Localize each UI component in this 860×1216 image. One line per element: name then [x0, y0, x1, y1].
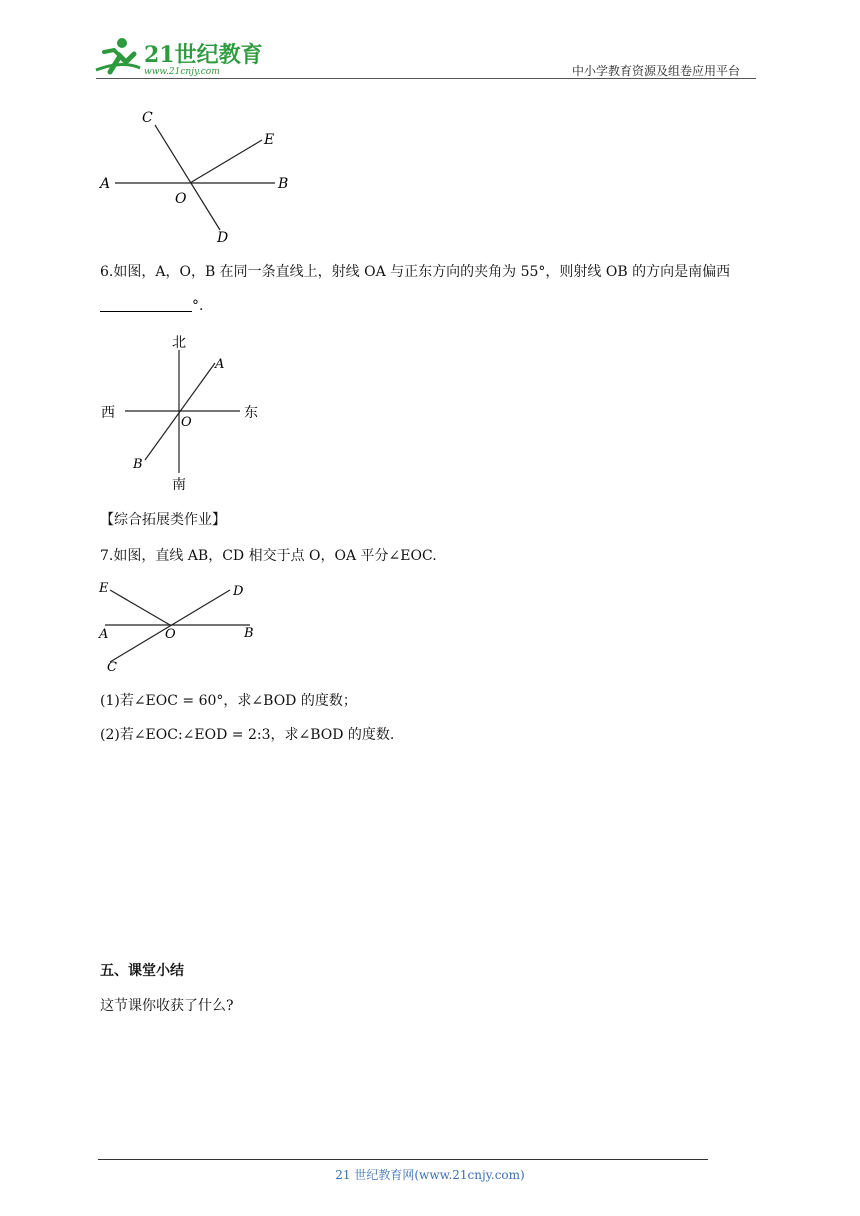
site-logo	[92, 34, 262, 78]
fig3-label-c: C	[107, 660, 117, 675]
runner-logo-icon	[92, 34, 262, 78]
fig3-label-d: D	[233, 584, 244, 599]
platform-name: 中小学教育资源及组卷应用平台	[572, 64, 741, 78]
fig2-label-b: B	[133, 457, 143, 472]
question-7-part-1: (1)若∠EOC = 60°，求∠BOD 的度数；	[100, 693, 357, 709]
logo-url: www.21cnjy.com	[144, 67, 220, 77]
fig3-label-b: B	[244, 626, 254, 641]
fig1-label-c: C	[142, 110, 153, 126]
figure-1-intersecting-lines	[90, 100, 310, 250]
q6-answer-blank[interactable]	[100, 297, 192, 312]
summary-title: 五、课堂小结	[100, 963, 184, 979]
fig2-label-west: 西	[101, 405, 115, 421]
figure-3-intersecting-lines	[95, 575, 270, 675]
fig2-label-north: 北	[172, 335, 186, 351]
fig1-label-a: A	[100, 176, 111, 192]
question-7-part-2: (2)若∠EOC:∠EOD = 2:3，求∠BOD 的度数.	[100, 727, 395, 743]
logo-text: 21世纪教育	[144, 42, 262, 68]
fig1-label-o: O	[175, 191, 187, 207]
figure-2-compass-rays	[95, 330, 275, 500]
q6-text: 6.如图，A，O，B 在同一条直线上，射线 OA 与正东方向的夹角为 55°，则射线 OB 的方向是南偏西	[100, 264, 731, 280]
footer-divider	[98, 1159, 708, 1160]
fig2-label-east: 东	[244, 405, 258, 421]
fig1-label-e: E	[264, 132, 275, 148]
fig2-label-south: 南	[172, 477, 186, 493]
header-divider	[96, 78, 756, 79]
section-extension-title: 【综合拓展类作业】	[100, 512, 226, 528]
question-6	[100, 262, 730, 282]
fig2-label-o: O	[181, 415, 192, 430]
fig3-label-o: O	[165, 627, 176, 642]
fig3-label-a: A	[99, 627, 109, 642]
summary-prompt: 这节课你收获了什么?	[100, 998, 234, 1014]
question-7-stem: 7.如图，直线 AB，CD 相交于点 O，OA 平分∠EOC.	[100, 548, 437, 564]
fig3-label-e: E	[99, 581, 109, 596]
footer-site-text: 21 世纪教育网(www.21cnjy.com)	[335, 1168, 525, 1182]
fig1-label-b: B	[278, 176, 289, 192]
fig1-label-d: D	[217, 230, 229, 246]
fig2-label-a: A	[215, 357, 225, 372]
question-6-answer-line	[100, 296, 203, 316]
q6-text-post: °.	[192, 298, 204, 314]
